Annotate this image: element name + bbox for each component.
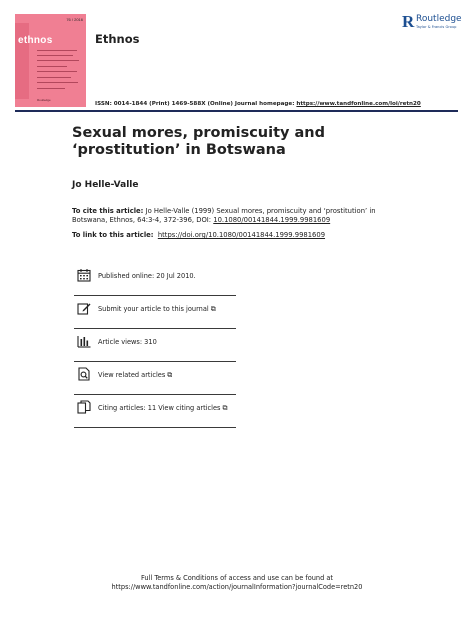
documents-copy-icon [77, 400, 91, 414]
journal-cover[interactable] [15, 14, 86, 107]
bar-chart-icon [77, 334, 91, 348]
cover-line [37, 71, 77, 72]
related-text: View related articles [98, 371, 166, 379]
cover-line [37, 88, 65, 89]
published-text: Published online: 20 Jul 2010. [98, 272, 196, 280]
journal-homepage-link[interactable]: https://www.tandfonline.com/loi/retn20 [296, 101, 421, 107]
logo-subtitle: Taylor & Francis Group [416, 25, 457, 29]
published-row [74, 262, 236, 296]
cover-line [37, 60, 79, 61]
cite-label: To cite this article: [72, 207, 144, 215]
logo-name: Routledge [416, 14, 462, 24]
calendar-icon [77, 268, 91, 282]
issn-text: ISSN: 0014-1844 (Print) 1469-588X (Online) Journal homepage: [95, 101, 297, 107]
issn-line [95, 101, 421, 107]
external-link-icon: ⧉ [167, 371, 173, 379]
cover-title: ethnos [18, 35, 53, 46]
pencil-edit-icon [77, 301, 91, 315]
footer-line1: Full Terms & Conditions of access and use can be found at [140, 574, 334, 582]
related-link[interactable] [98, 371, 172, 380]
citing-link[interactable] [98, 404, 227, 413]
related-row[interactable] [74, 361, 236, 395]
journal-name: Ethnos [95, 32, 140, 46]
citing-text: Citing articles: 11 View citing articles [98, 404, 221, 412]
external-link-icon: ⧉ [210, 305, 216, 313]
cite-doi-link[interactable]: 10.1080/00141844.1999.9981609 [213, 216, 331, 224]
cover-line [37, 66, 67, 67]
citing-row[interactable] [74, 394, 236, 428]
external-link-icon: ⧉ [222, 404, 228, 412]
document-search-icon [77, 367, 91, 381]
routledge-r-icon: R [402, 12, 415, 31]
cover-line [37, 82, 78, 83]
cover-publisher: Routledge [37, 98, 51, 102]
submit-row[interactable] [74, 295, 236, 329]
submit-link[interactable] [98, 305, 216, 314]
header-divider [15, 110, 458, 112]
link-label: To link to this article: [72, 231, 154, 239]
views-row [74, 328, 236, 362]
footer-terms-link[interactable]: https://www.tandfonline.com/action/journalInformation?journalCode=retn20 [111, 583, 363, 591]
cover-volume: 76 / 2016 [66, 17, 83, 22]
routledge-logo [402, 13, 462, 31]
article-doi-link[interactable]: https://doi.org/10.1080/00141844.1999.9981609 [157, 231, 326, 239]
cover-line [37, 55, 73, 56]
citation-block [72, 207, 412, 225]
article-author: Jo Helle-Valle [72, 180, 139, 190]
views-text: Article views: 310 [98, 338, 157, 346]
article-title: Sexual mores, promiscuity and ‘prostitution’ in Botswana [72, 125, 326, 158]
article-link-line [72, 231, 325, 239]
cover-line [37, 50, 77, 51]
cite-text: Jo Helle-Valle (1999) Sexual mores, promiscuity and ‘prostitution’ in Botswana, Ethnos, 64:3-4, 372-396, DOI: [72, 207, 376, 224]
cover-line [37, 77, 71, 78]
submit-text: Submit your article to this journal [98, 305, 209, 313]
